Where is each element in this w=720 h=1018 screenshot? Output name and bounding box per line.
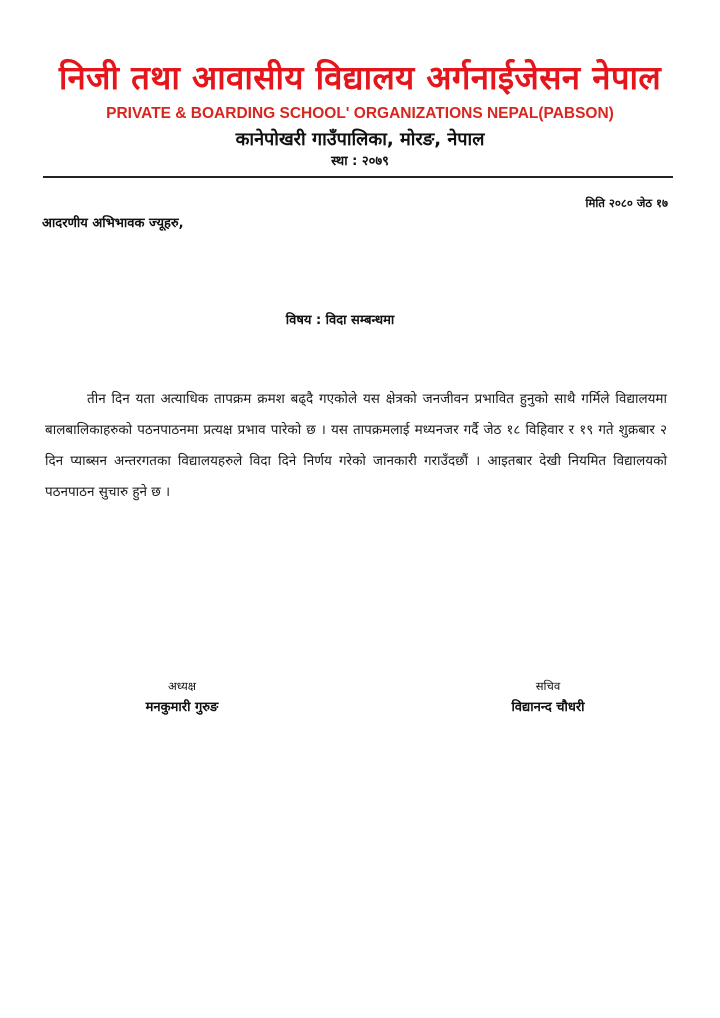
signature-block-chairperson [82,677,282,719]
organization-address: कानेपोखरी गाउँपालिका, मोरङ, नेपाल [235,129,485,150]
signatory-name: विद्यानन्द चौधरी [511,700,585,715]
signatory-title: अध्यक्ष [167,679,197,693]
header-divider [43,176,673,178]
organization-name-nepali: निजी तथा आवासीय विद्यालय अर्गनाईजेसन नेपाल [58,58,662,97]
signature-block-secretary [448,677,648,719]
salutation: आदरणीय अभिभावक ज्यूहरु, [42,216,184,231]
letter-date: मिति २०८० जेठ १७ [585,196,668,210]
signatory-name: मनकुमारी गुरुङ [145,700,219,715]
letter-body: तीन दिन यता अत्याधिक तापक्रम क्रमश बढ्दै गएकोले यस क्षेत्रको जनजीवन प्रभावित हुनुको साथै गर्मिले विद्यालयमा बालबालिकाहरुको पठनपाठनमा प्रत्यक्ष प्रभाव पारेको छ । यस तापक्रमलाई मध्यनजर गर्दै जेठ १८ विहिवार र १९ गते शुक्रबार २ दिन प्याब्सन अन्तरगतका विद्यालयहरुले विदा दिने निर्णय गरेको जानकारी गराउँदछौं । आइतबार देखी नियमित विद्यालयको पठनपाठन सुचारु हुने छ । [45,391,667,500]
established-year: स्था : २०७९ [331,154,389,169]
subject-line: विषय : विदा सम्बन्धमा [285,313,395,328]
signatory-title: सचिव [535,679,561,693]
organization-name-english: PRIVATE & BOARDING SCHOOL' ORGANIZATIONS NEPAL(PABSON) [106,105,614,122]
